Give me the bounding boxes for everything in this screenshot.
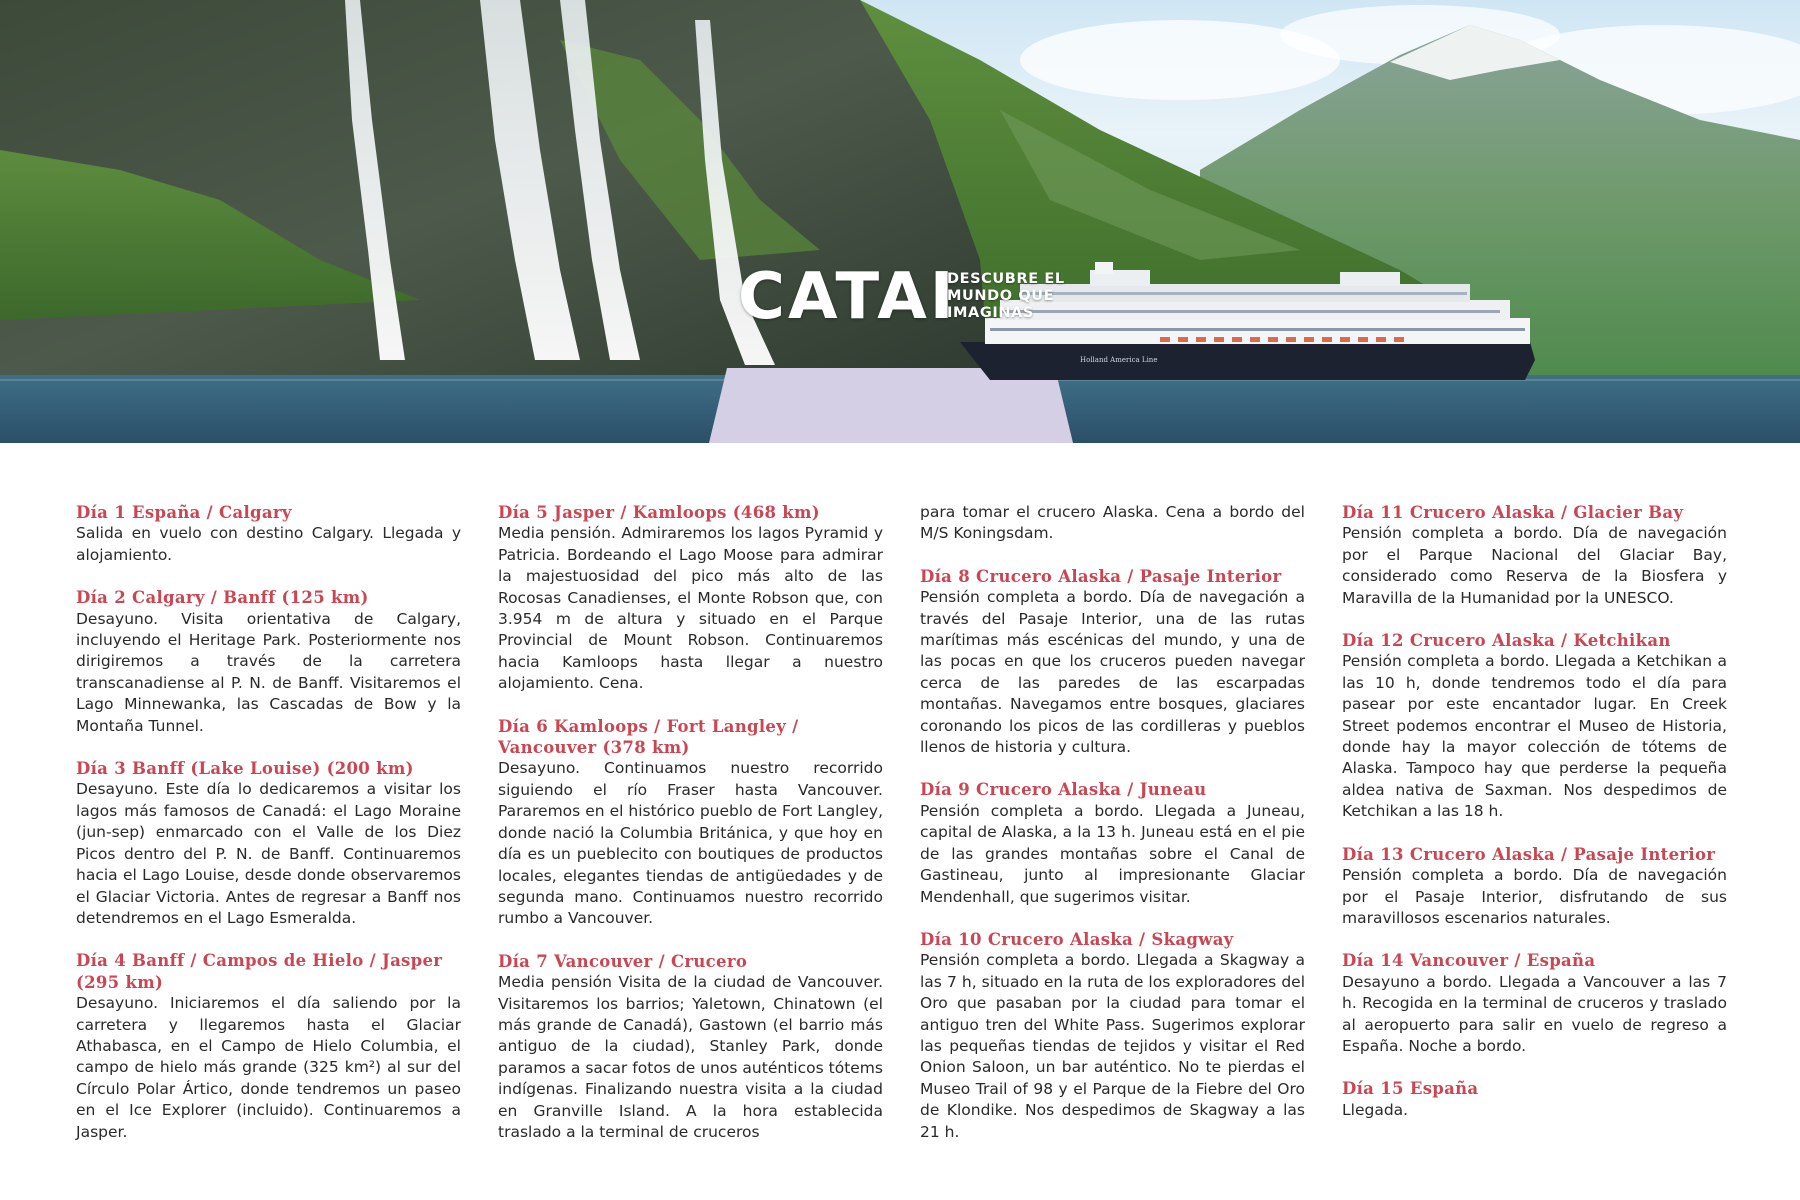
day-description: Media pensión. Admiraremos los lagos Pyramid y Patricia. Bordeando el Lago Moose para admirar la majestuosidad del pico más alto de las Rocosas Canadienses, el Monte Robson que, con 3.954 m de altura y situado en el Parque Provincial de Mount Robson. Continuaremos hacia Kamloops hasta llegar a nuestro alojamiento. Cena. <box>498 524 883 693</box>
ship-hull-text: Holland America Line <box>1080 356 1158 364</box>
day-title: Día 14 Vancouver / España <box>1342 951 1596 971</box>
day-14 <box>1342 950 1727 1057</box>
tagline-line-1: DESCUBRE EL <box>947 271 1065 287</box>
day-6 <box>498 716 883 930</box>
day-10 <box>920 929 1305 1143</box>
day-description: Pensión completa a bordo. Día de navegación a través del Pasaje Interior, una de las rutas marítimas más escénicas del mundo, y una de las pocas en que los cruceros pueden navegar cerca de las paredes de las escarpadas montañas. Navegamos entre bosques, glaciares coronando los picos de las cordilleras y pueblos llenos de historia y cultura. <box>920 588 1305 757</box>
day-description: Desayuno. Continuamos nuestro recorrido siguiendo el río Fraser hasta Vancouver. Pararemos en el histórico pueblo de Fort Langley, donde nació la Columbia Británica, y que hoy en día es un pueblecito con boutiques de productos locales, elegantes tiendas de antigüedades y de segunda mano. Continuamos nuestro recorrido rumbo a Vancouver. <box>498 759 883 928</box>
hero-banner <box>0 0 1800 443</box>
day-title: Día 5 Jasper / Kamloops (468 km) <box>498 503 820 522</box>
day-title: Día 2 Calgary / Banff (125 km) <box>76 588 369 608</box>
day-title: Día 11 Crucero Alaska / Glacier Bay <box>1342 503 1684 522</box>
day-title: Día 3 Banff (Lake Louise) (200 km) <box>76 759 414 779</box>
day-description: Llegada. <box>1342 1100 1409 1119</box>
day-title: Día 12 Crucero Alaska / Ketchikan <box>1342 631 1671 651</box>
day-3 <box>76 758 461 929</box>
tagline-line-2: MUNDO QUE <box>947 288 1055 304</box>
day-title: Día 7 Vancouver / Crucero <box>498 951 748 971</box>
day-description: Desayuno. Este día lo dedicaremos a visitar los lagos más famosos de Canadá: el Lago Moraine (jun-sep) enmarcado con el Valle de los Diez Picos dentro del P. N. de Banff. Continuaremos hacia el Lago Louise, desde donde observaremos el Glaciar Victoria. Antes de regresar a Banff nos detendremos en el Lago Esmeralda. <box>76 780 461 927</box>
itinerary-column-2 <box>498 502 883 1164</box>
itinerary-column-4 <box>1342 502 1727 1142</box>
catai-logo: CATAI <box>738 260 957 334</box>
day-4 <box>76 950 461 1143</box>
day-description: Pensión completa a bordo. Llegada a Juneau, capital de Alaska, a la 13 h. Juneau está en el pie de las grandes montañas sobre el Canal de Gastineau, junto al impresionante Glaciar Mendenhall, que sugerimos visitar. <box>920 801 1305 906</box>
day-9 <box>920 779 1305 907</box>
day-title: Día 8 Crucero Alaska / Pasaje Interior <box>920 566 1282 586</box>
day-8 <box>920 566 1305 759</box>
itinerary-column-3 <box>920 502 1305 1164</box>
day-13 <box>1342 844 1727 930</box>
day-title: Día 4 Banff / Campos de Hielo / Jasper (295 km) <box>76 951 443 992</box>
day-7-continuation: para tomar el crucero Alaska. Cena a bordo del M/S Koningsdam. <box>920 503 1305 543</box>
day-description: Salida en vuelo con destino Calgary. Llegada y alojamiento. <box>76 524 461 564</box>
day-description: Pensión completa a bordo. Llegada a Skagway a las 7 h, situado en la ruta de los exploradores del Oro que pasaban por la ciudad para tomar el antiguo tren del White Pass. Sugerimos explorar las pequeñas tiendas de tejidos y visitar el Red Onion Saloon, un bar auténtico. No te pierdas el Museo Trail of 98 y el Parque de la Fiebre del Oro de Klondike. Nos despedimos de Skagway a las 21 h. <box>920 951 1305 1141</box>
tagline-line-3: IMAGINAS <box>947 305 1034 321</box>
day-11 <box>1342 502 1727 609</box>
day-description: Desayuno. Visita orientativa de Calgary, incluyendo el Heritage Park. Posteriormente nos dirigiremos a través de la carretera transcanadiense al P. N. de Banff. Visitaremos el Lago Minnewanka, las Cascadas de Bow y la Montaña Tunnel. <box>76 609 461 735</box>
brand-tagline <box>947 271 1077 322</box>
day-title: Día 1 España / Calgary <box>76 503 292 522</box>
day-5 <box>498 502 883 695</box>
day-title: Día 15 España <box>1342 1079 1479 1099</box>
day-12 <box>1342 630 1727 823</box>
day-description: Desayuno a bordo. Llegada a Vancouver a las 7 h. Recogida en la terminal de cruceros y traslado al aeropuerto para salir en vuelo de regreso a España. Noche a bordo. <box>1342 972 1727 1055</box>
day-7 <box>498 951 883 1144</box>
day-15 <box>1342 1078 1727 1121</box>
day-description: Desayuno. Iniciaremos el día saliendo por la carretera y llegaremos hasta el Glaciar Athabasca, en el Campo de Hielo Columbia, el campo de hielo más grande (325 km²) al sur del Círculo Polar Ártico, donde tendremos un paseo en el Ice Explorer (incluido). Continuaremos a Jasper. <box>76 994 461 1141</box>
day-2 <box>76 587 461 737</box>
day-title: Día 6 Kamloops / Fort Langley / Vancouver (378 km) <box>498 716 799 758</box>
day-title: Día 13 Crucero Alaska / Pasaje Interior <box>1342 844 1716 864</box>
day-description: Pensión completa a bordo. Día de navegación por el Pasaje Interior, disfrutando de sus maravillosos escenarios naturales. <box>1342 866 1727 927</box>
itinerary-column-1 <box>76 502 461 1164</box>
day-title: Día 9 Crucero Alaska / Juneau <box>920 780 1207 800</box>
day-description: Pensión completa a bordo. Llegada a Ketchikan a las 10 h, donde tendremos todo el día para pasear por este encantador lugar. En Creek Street podemos encontrar el Museo de Historia, donde hay la mayor colección de tótems de Alaska. Tampoco hay que perderse la pequeña aldea nativa de Saxman. Nos despedimos de Ketchikan a las 18 h. <box>1342 652 1727 821</box>
day-description: Media pensión Visita de la ciudad de Vancouver. Visitaremos los barrios; Yaletown, Chinatown (el más grande de Canadá), Gastown (el barrio más antiguo de la ciudad), Stanley Park, donde paramos a sacar fotos de unos auténticos tótems indígenas. Finalizando nuestra visita a la ciudad en Granville Island. A la hora establecida traslado a la terminal de cruceros <box>498 973 883 1141</box>
day-title: Día 10 Crucero Alaska / Skagway <box>920 929 1234 949</box>
day-1 <box>76 502 461 566</box>
day-description: Pensión completa a bordo. Día de navegación por el Parque Nacional del Glaciar Bay, considerado como Reserva de la Biosfera y Maravilla de la Humanidad por la UNESCO. <box>1342 524 1727 607</box>
fjord-landscape-photo <box>0 0 1800 443</box>
